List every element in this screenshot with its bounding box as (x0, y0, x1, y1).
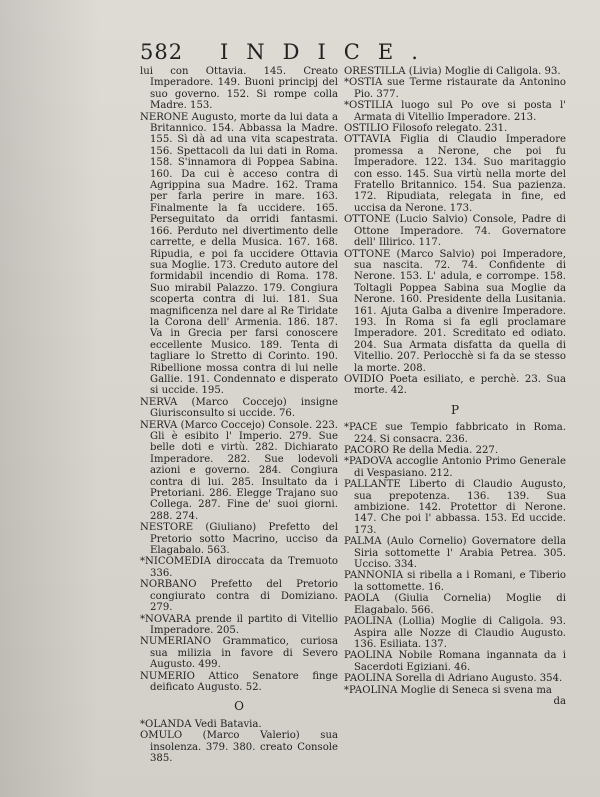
index-entry: *OSTIA sue Terme ristaurate da Antonino Pio. 377. (344, 77, 566, 100)
index-entry: *OSTILIA luogo sul Po ove si posta l' Armata di Vitellio Imperadore. 213. (344, 100, 566, 123)
index-entry: PALLANTE Liberto di Claudio Augusto, sua prepotenza. 136. 139. Sua ambizione. 142. Protettor di Nerone. 147. Che poi l' abbassa. 153. Ed uccide. 173. (344, 479, 566, 536)
letter-heading-p: P (450, 402, 460, 417)
index-entry: ORESTILLA (Livia) Moglie di Caligola. 93. (344, 66, 561, 77)
index-entry: NUMERIANO Grammatico, curiosa sua milizia in favore di Severo Augusto. 499. (140, 636, 338, 671)
index-entry: PACORO Re della Media. 227. (344, 445, 499, 456)
index-entry: OSTILIO Filosofo relegato. 231. (344, 123, 508, 135)
index-entry: OTTAVIA Figlia di Claudio Imperadore promessa a Nerone, che poi fu Imperadore. 122. 134. Suo maritaggio con esso. 145. Sua virtù nella morte del Fratello Britannico. 154. Sua pazienza. 172. Ripudiata, relegata in fine, ed uccisa da Nerone. 173. (344, 134, 566, 214)
index-entry: PAOLINA (Lollia) Moglie di Caligola. 93. Aspira alle Nozze di Claudio Augusto. 136. Esiliata. 137. (344, 616, 566, 650)
index-entry: PALMA (Aulo Cornelio) Governatore della Siria sottomette l' Arabia Petrea. 305. Ucciso. 334. (344, 536, 566, 571)
letter-heading-o: O (234, 699, 244, 714)
gutter-shadow (0, 0, 100, 797)
index-entry: NORBANO Prefetto del Pretorio congiurato contra di Domiziano. 279. (140, 579, 338, 614)
index-entry: NERONE Augusto, morte da lui data a Britannico. 154. Abbassa la Madre. 155. Sì dà ad una vita scapestrata. 156. Spettacoli da lui dati in Roma. 158. S'innamora di Poppea Sabina. 160. Da cui è acceso contra di Agrippina sua Madre. 162. Trama per farla perire in mare. 163. Finalmente la fa uccidere. 165. Perseguitato da orridi fantasmi. 166. Perduto nel divertimento delle carrette, e della Musica. 167. 168. Ripudia, e poi fa uccidere Ottavia sua Moglie. 173. Creduto autore del formidabil incendio di Roma. 178. Suo mirabil Palazzo. 179. Congiura scoperta contra di lui. 181. Sua magnificenza nel dare al Re Tiridate la Corona dell' Armenia. 186. 187. Va in Grecia per farsi conoscere eccellente Musico. 189. Tenta di tagliare lo Stretto di Corinto. 190. Ribellione mossa contra di lui nelle Gallie. 191. Condennato e disperato si uccide. 195. (140, 111, 338, 397)
index-entry: NESTORE (Giuliano) Prefetto del Pretorio sotto Macrino, ucciso da Elagabalo. 563. (140, 522, 338, 557)
index-column-right (344, 66, 566, 707)
index-entry: OMULO (Marco Valerio) sua insolenza. 379. 380. creato Console 385. (140, 730, 338, 764)
catchword: da (553, 695, 566, 707)
index-entry: OTTONE (Marco Salvio) poi Imperadore, sua nascita. 72. 74. Confidente di Nerone. 153. L' adula, e corrompe. 158. Toltagli Poppea Sabina sua Moglie da Nerone. 160. Presidente della Lusitania. 161. Ajuta Galba a divenire Imperadore. 193. In Roma si fa egli proclamare Imperadore. 201. Screditato ed odiato. 204. Sua Armata disfatta da quella di Vitellio. 207. Perlocchè si fa da se stesso la morte. 208. (344, 248, 566, 374)
index-entry: PANNONIA si ribella a i Romani, e Tiberio la sottomette. 16. (344, 570, 566, 593)
index-entry: NERVA (Marco Coccejo) insigne Giurisconsulto si uccide. 76. (140, 396, 338, 420)
index-entry: PAOLINA Sorella di Adriano Augusto. 354. (344, 673, 563, 685)
index-entry: *NICOMEDIA diroccata da Tremuoto 336. (140, 556, 338, 579)
index-column-left (140, 66, 338, 764)
index-entry: *PACE sue Tempio fabbricato in Roma. 224. Si consacra. 236. (344, 422, 566, 445)
index-entry: *PAOLINA Moglie di Seneca si svena ma (344, 684, 552, 696)
page-number: 582 (140, 40, 184, 64)
index-entry: *OLANDA Vedi Batavia. (140, 718, 262, 730)
index-entry: PAOLINA Nobile Romana ingannata da i Sacerdoti Egiziani. 46. (344, 650, 566, 673)
index-entry: *NOVARA prende il partito di Vitellio Imperadore. 205. (140, 613, 338, 636)
page-header (140, 40, 560, 66)
running-title: INDICE. (220, 40, 436, 64)
index-entry: OTTONE (Lucio Salvio) Console, Padre di Ottone Imperadore. 74. Governatore dell' Illirico. 117. (344, 214, 566, 249)
index-entry: *PADOVA accoglie Antonio Primo Generale di Vespasiano. 212. (344, 456, 566, 479)
index-entry: NUMERIO Attico Senatore finge deificato Augusto. 52. (140, 670, 338, 693)
index-entry: lui con Ottavia. 145. Creato Imperadore. 149. Buoni principj del suo governo. 152. Si rompe colla Madre. 153. (140, 66, 338, 112)
index-entry: NERVA (Marco Coccejo) Console. 223. Gli è esibito l' Imperio. 279. Sue belle doti e virtù. 282. Dichiarato Imperadore. 282. Sue lodevoli azioni e governo. 284. Congiura contra di lui. 285. Insultato da i Pretoriani. 286. Elegge Trajano suo Collega. 287. Fine de' suoi giorni. 288. 274. (140, 419, 338, 522)
index-entry: OVIDIO Poeta esiliato, e perchè. 23. Sua morte. 42. (344, 373, 566, 397)
index-entry: PAOLA (Giulia Cornelia) Moglie di Elagabalo. 566. (344, 593, 566, 616)
